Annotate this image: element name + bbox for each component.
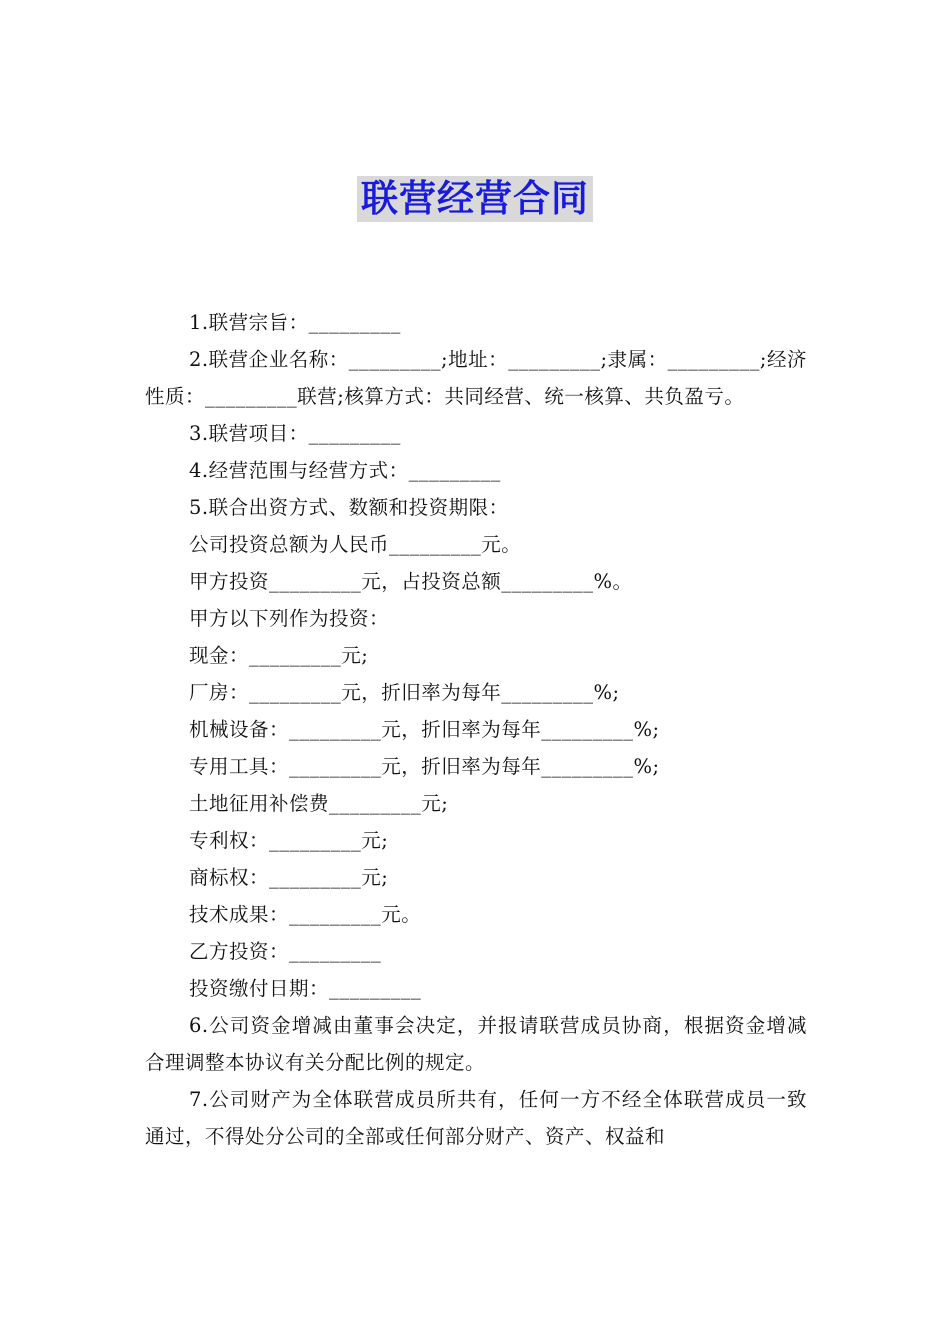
party-a-items-heading: 甲方以下列作为投资：	[189, 607, 390, 630]
tech-achievement-line: 技术成果：_________元。	[189, 903, 422, 926]
clause-1-purpose: 1.联营宗旨：_________	[189, 311, 401, 334]
clause-5-investment: 5.联合出资方式、数额和投资期限：	[189, 496, 509, 519]
payment-date-line: 投资缴付日期：_________	[189, 977, 422, 1000]
clause-2-enterprise: 2.联营企业名称：_________;地址：_________;隶属：_________;经济性质：_________联营;核算方式：共同经营、统一核算、共负盈亏。	[145, 348, 807, 408]
cash-line: 现金：_________元;	[189, 644, 369, 667]
clause-3-project: 3.联营项目：_________	[189, 422, 401, 445]
title-container	[0, 176, 950, 222]
trademark-line: 商标权：_________元;	[189, 866, 389, 889]
clause-7-property: 7.公司财产为全体联营成员所共有，任何一方不经全体联营成员一致通过，不得处分公司的全部或任何部分财产、资产、权益和	[145, 1088, 807, 1148]
party-b-investment-line: 乙方投资：_________	[189, 940, 382, 963]
clause-4-scope: 4.经营范围与经营方式：_________	[189, 459, 501, 482]
document-title: 联营经营合同	[357, 176, 593, 222]
land-compensation-line: 土地征用补偿费_________元;	[189, 792, 449, 815]
tools-line: 专用工具：_________元，折旧率为每年_________%;	[189, 755, 660, 778]
patent-line: 专利权：_________元;	[189, 829, 389, 852]
machinery-line: 机械设备：_________元，折旧率为每年_________%;	[189, 718, 660, 741]
total-investment-line: 公司投资总额为人民币_________元。	[189, 533, 522, 556]
clause-6-capital-change: 6.公司资金增减由董事会决定，并报请联营成员协商，根据资金增减合理调整本协议有关分配比例的规定。	[145, 1014, 807, 1074]
party-a-investment-line: 甲方投资_________元，占投资总额_________%。	[189, 570, 633, 593]
plant-line: 厂房：_________元，折旧率为每年_________%;	[189, 681, 620, 704]
document-body	[145, 304, 807, 1155]
